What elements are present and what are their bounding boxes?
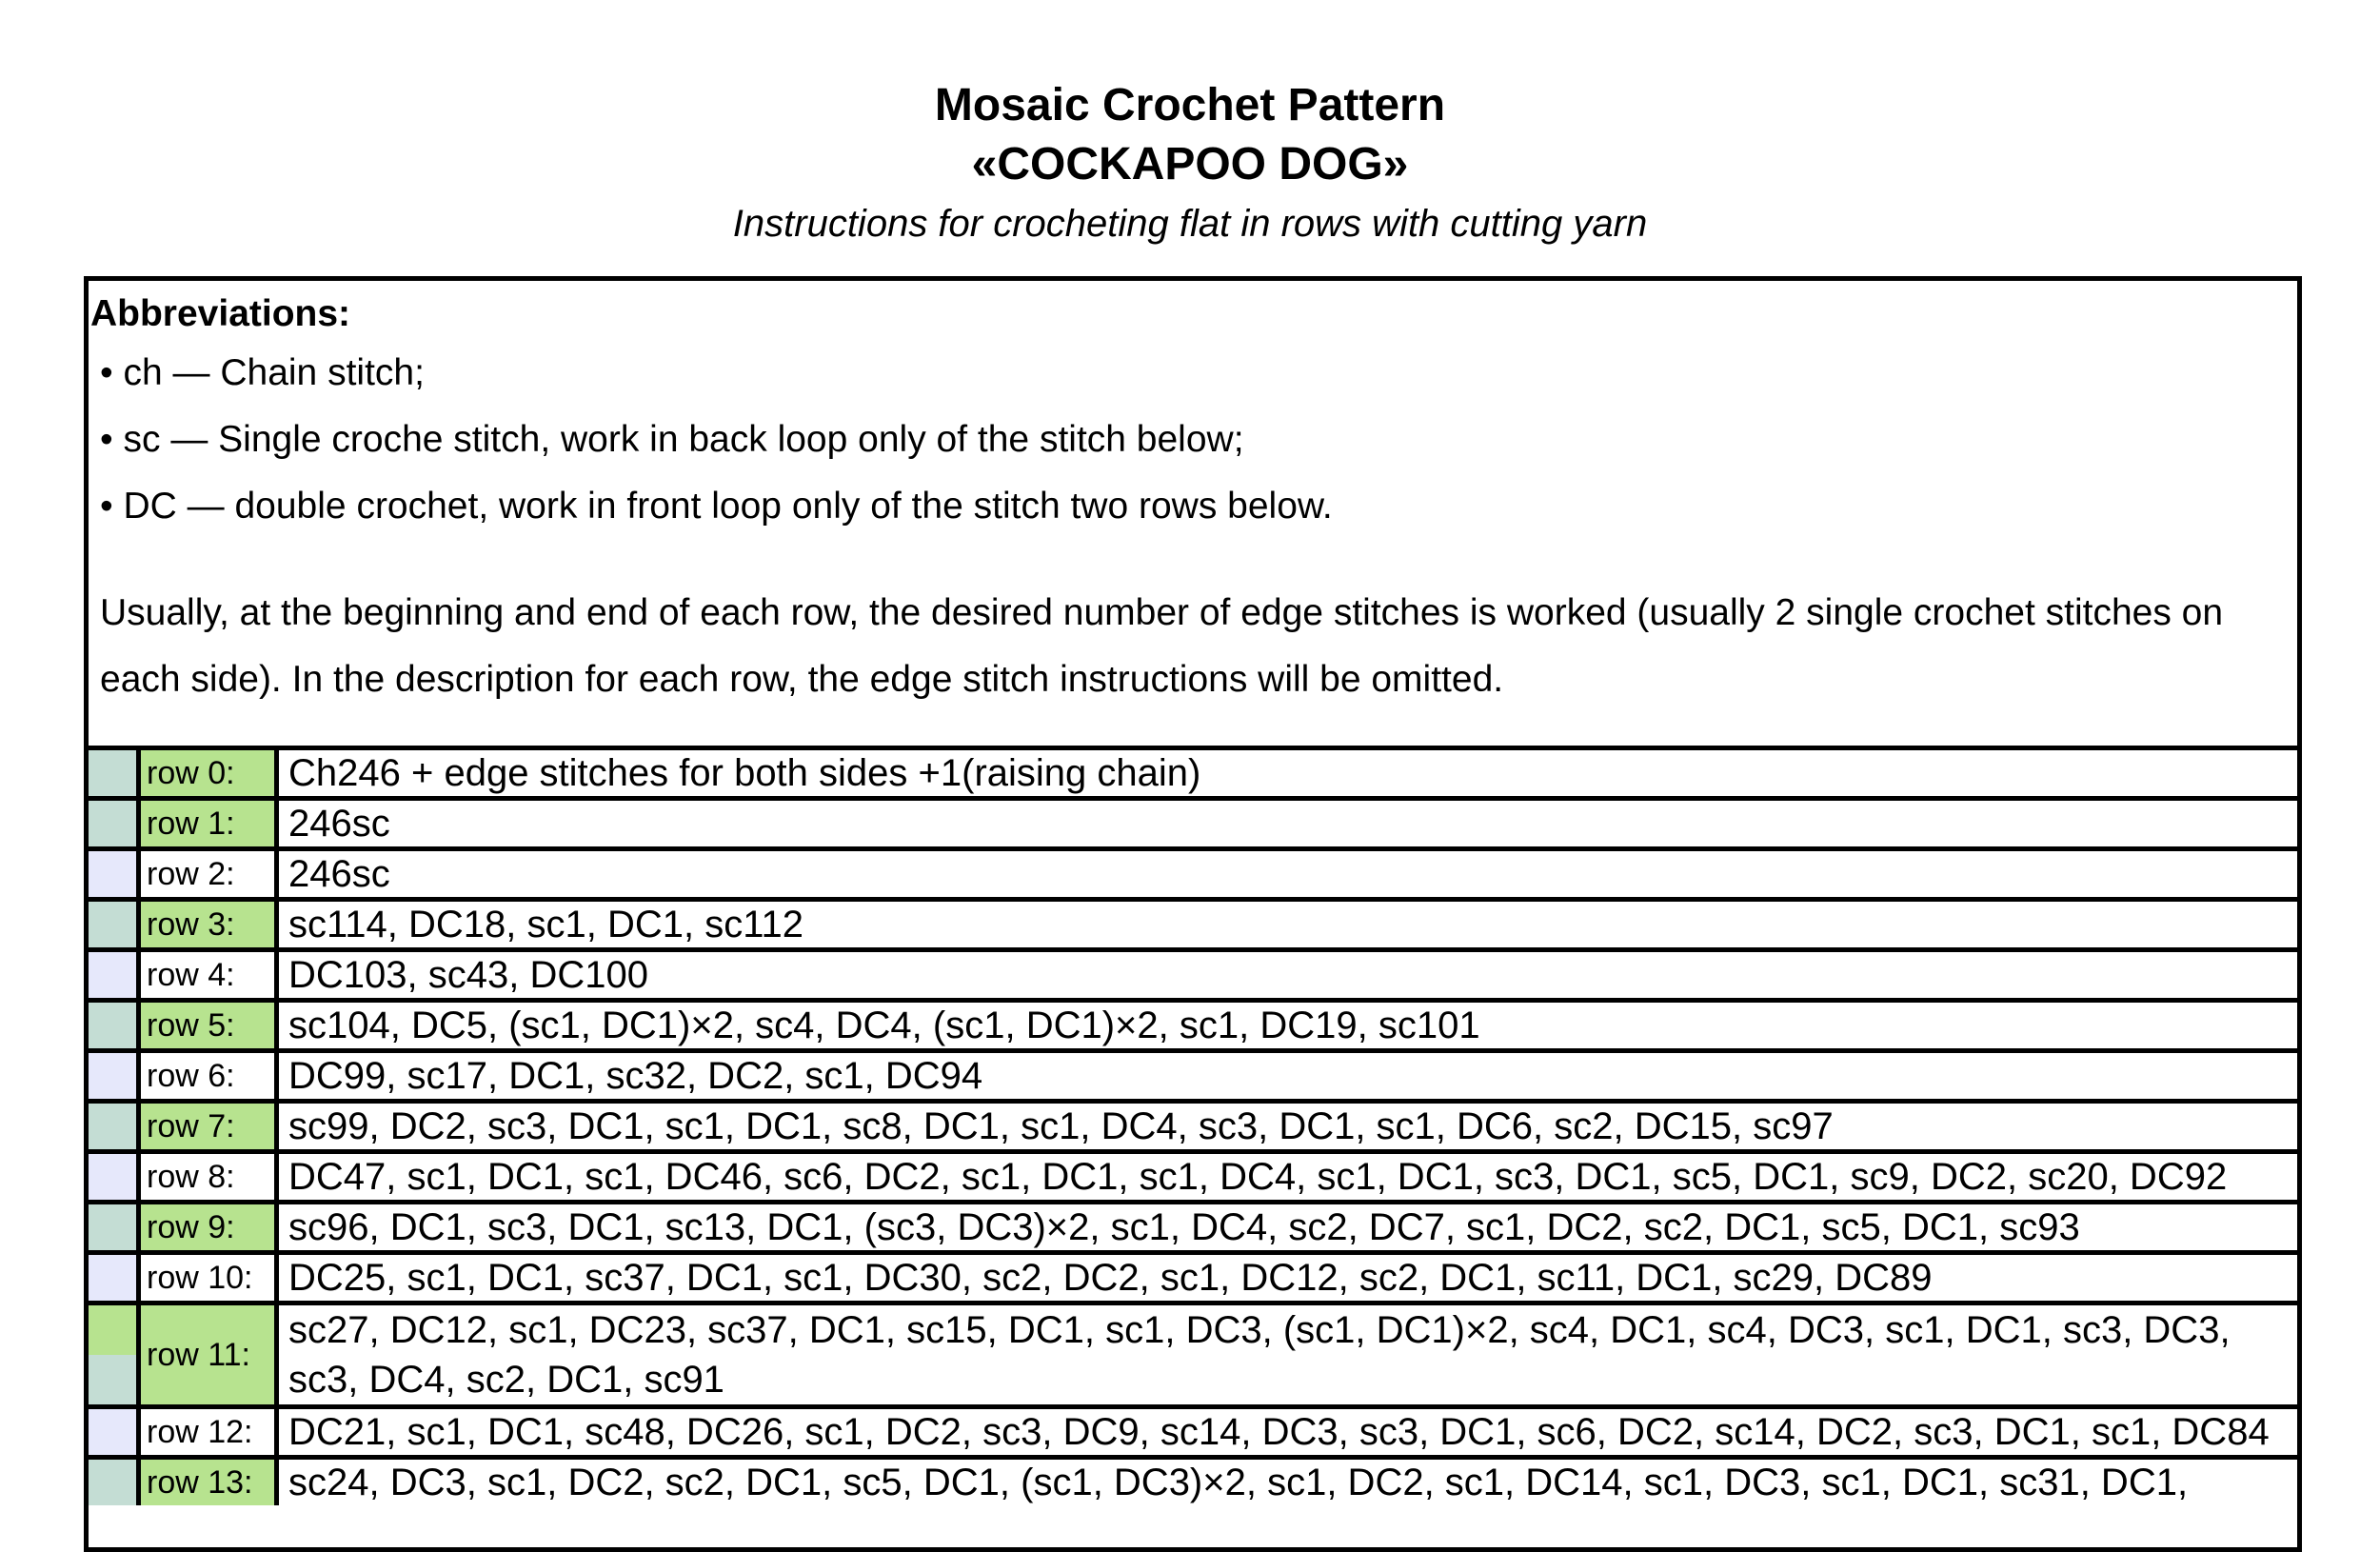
row-instruction: sc104, DC5, (sc1, DC1)×2, sc4, DC4, (sc1, DC1)×2, sc1, DC19, sc101 xyxy=(288,1005,1480,1046)
row-label: row 10: xyxy=(136,1255,279,1301)
row-color-swatch xyxy=(89,1104,136,1149)
row-instruction: DC21, sc1, DC1, sc48, DC26, sc1, DC2, sc3, DC9, sc14, DC3, sc3, DC1, sc6, DC2, sc14, DC2, sc3, DC1, sc1, DC84 xyxy=(288,1411,2270,1453)
swatch-top-segment xyxy=(89,1305,136,1355)
row-instruction: DC25, sc1, DC1, sc37, DC1, sc1, DC30, sc2, DC2, sc1, DC12, sc2, DC1, sc11, DC1, sc29, DC89 xyxy=(288,1257,1933,1299)
row-color-swatch xyxy=(89,1053,136,1099)
row-label: row 3: xyxy=(136,902,279,947)
row-instruction: sc99, DC2, sc3, DC1, sc1, DC1, sc8, DC1, sc1, DC4, sc3, DC1, sc1, DC6, sc2, DC15, sc97 xyxy=(288,1105,1834,1147)
abbreviations-section xyxy=(89,281,2297,713)
abbreviation-ch: • ch — Chain stitch; xyxy=(100,352,425,393)
row-color-swatch xyxy=(89,1255,136,1301)
table-row xyxy=(89,1149,2297,1200)
swatch-color xyxy=(89,1355,136,1404)
pattern-description: Instructions for crocheting flat in rows with cutting yarn xyxy=(732,203,1648,245)
row-instruction: sc114, DC18, sc1, DC1, sc112 xyxy=(288,904,803,945)
swatch-color xyxy=(89,1460,136,1505)
row-color-swatch xyxy=(89,1409,136,1455)
swatch-color xyxy=(89,1154,136,1200)
table-row xyxy=(89,1200,2297,1250)
table-row xyxy=(89,746,2297,796)
table-row xyxy=(89,796,2297,846)
row-label: row 4: xyxy=(136,952,279,998)
swatch-color xyxy=(89,1104,136,1149)
row-instruction: 246sc xyxy=(288,853,390,895)
table-row xyxy=(89,1048,2297,1099)
table-row xyxy=(89,846,2297,897)
table-row xyxy=(89,1455,2297,1505)
row-instruction: 246sc xyxy=(288,803,390,845)
swatch-color xyxy=(89,1053,136,1099)
edge-stitch-note: Usually, at the beginning and end of each row, the desired number of edge stitches is worked (usually 2 single crochet stitches on each side). In the description for each row, the edge stitch instructions will be omitted. xyxy=(100,592,2224,700)
row-label: row 11: xyxy=(136,1305,279,1404)
row-label: row 2: xyxy=(136,851,279,897)
row-label: row 7: xyxy=(136,1104,279,1149)
table-row xyxy=(89,1301,2297,1404)
table-row xyxy=(89,947,2297,998)
row-label: row 6: xyxy=(136,1053,279,1099)
swatch-color xyxy=(89,750,136,796)
row-label: row 8: xyxy=(136,1154,279,1200)
row-color-swatch xyxy=(89,750,136,796)
swatch-color xyxy=(89,902,136,947)
row-label: row 5: xyxy=(136,1003,279,1048)
row-label: row 1: xyxy=(136,801,279,846)
row-instruction: DC99, sc17, DC1, sc32, DC2, sc1, DC94 xyxy=(288,1055,983,1097)
swatch-color xyxy=(89,1003,136,1048)
table-row xyxy=(89,998,2297,1048)
swatch-color xyxy=(89,1409,136,1455)
pattern-name: «COCKAPOO DOG» xyxy=(971,139,1409,189)
row-color-swatch xyxy=(89,801,136,846)
row-color-swatch xyxy=(89,851,136,897)
row-color-swatch xyxy=(89,1460,136,1505)
row-color-swatch xyxy=(89,1154,136,1200)
abbreviations-heading: Abbreviations: xyxy=(90,293,351,334)
row-instruction: Ch246 + edge stitches for both sides +1(raising chain) xyxy=(288,752,1201,794)
row-label: row 9: xyxy=(136,1204,279,1250)
row-instruction: sc24, DC3, sc1, DC2, sc2, DC1, sc5, DC1, (sc1, DC3)×2, sc1, DC2, sc1, DC14, sc1, DC3, sc1, DC1, sc31, DC1, xyxy=(288,1462,2189,1503)
row-instruction: sc96, DC1, sc3, DC1, sc13, DC1, (sc3, DC3)×2, sc1, DC4, sc2, DC7, sc1, DC2, sc2, DC1, sc5, DC1, sc93 xyxy=(288,1206,2080,1248)
abbreviation-dc: • DC — double crochet, work in front loop only of the stitch two rows below. xyxy=(100,486,1333,527)
row-color-swatch xyxy=(89,1003,136,1048)
swatch-color xyxy=(89,1204,136,1250)
row-label: row 13: xyxy=(136,1460,279,1505)
row-instruction: DC103, sc43, DC100 xyxy=(288,954,648,996)
row-label: row 0: xyxy=(136,750,279,796)
swatch-color xyxy=(89,952,136,998)
row-instruction: DC47, sc1, DC1, sc1, DC46, sc6, DC2, sc1, DC1, sc1, DC4, sc1, DC1, sc3, DC1, sc5, DC1, sc9, DC2, sc20, DC92 xyxy=(288,1156,2228,1198)
page-title: Mosaic Crochet Pattern xyxy=(934,80,1446,130)
table-row xyxy=(89,1099,2297,1149)
row-instruction: sc27, DC12, sc1, DC23, sc37, DC1, sc15, DC1, sc1, DC3, (sc1, DC1)×2, sc4, DC1, sc4, DC3, sc1, DC1, sc3, DC3, sc3, DC4, sc2, DC1, sc91 xyxy=(288,1309,2231,1401)
row-color-swatch xyxy=(89,952,136,998)
swatch-color xyxy=(89,1255,136,1301)
row-color-swatch xyxy=(89,1204,136,1250)
table-row xyxy=(89,1250,2297,1301)
row-label: row 12: xyxy=(136,1409,279,1455)
page-header xyxy=(0,76,2380,251)
swatch-color xyxy=(89,801,136,846)
swatch-color xyxy=(89,851,136,897)
pattern-box xyxy=(84,276,2302,1552)
abbreviation-sc: • sc — Single croche stitch, work in back loop only of the stitch below; xyxy=(100,419,1244,460)
table-row xyxy=(89,1404,2297,1455)
row-color-swatch xyxy=(89,902,136,947)
row-color-swatch xyxy=(89,1305,136,1404)
table-row xyxy=(89,897,2297,947)
row-instructions-table xyxy=(89,746,2297,1505)
